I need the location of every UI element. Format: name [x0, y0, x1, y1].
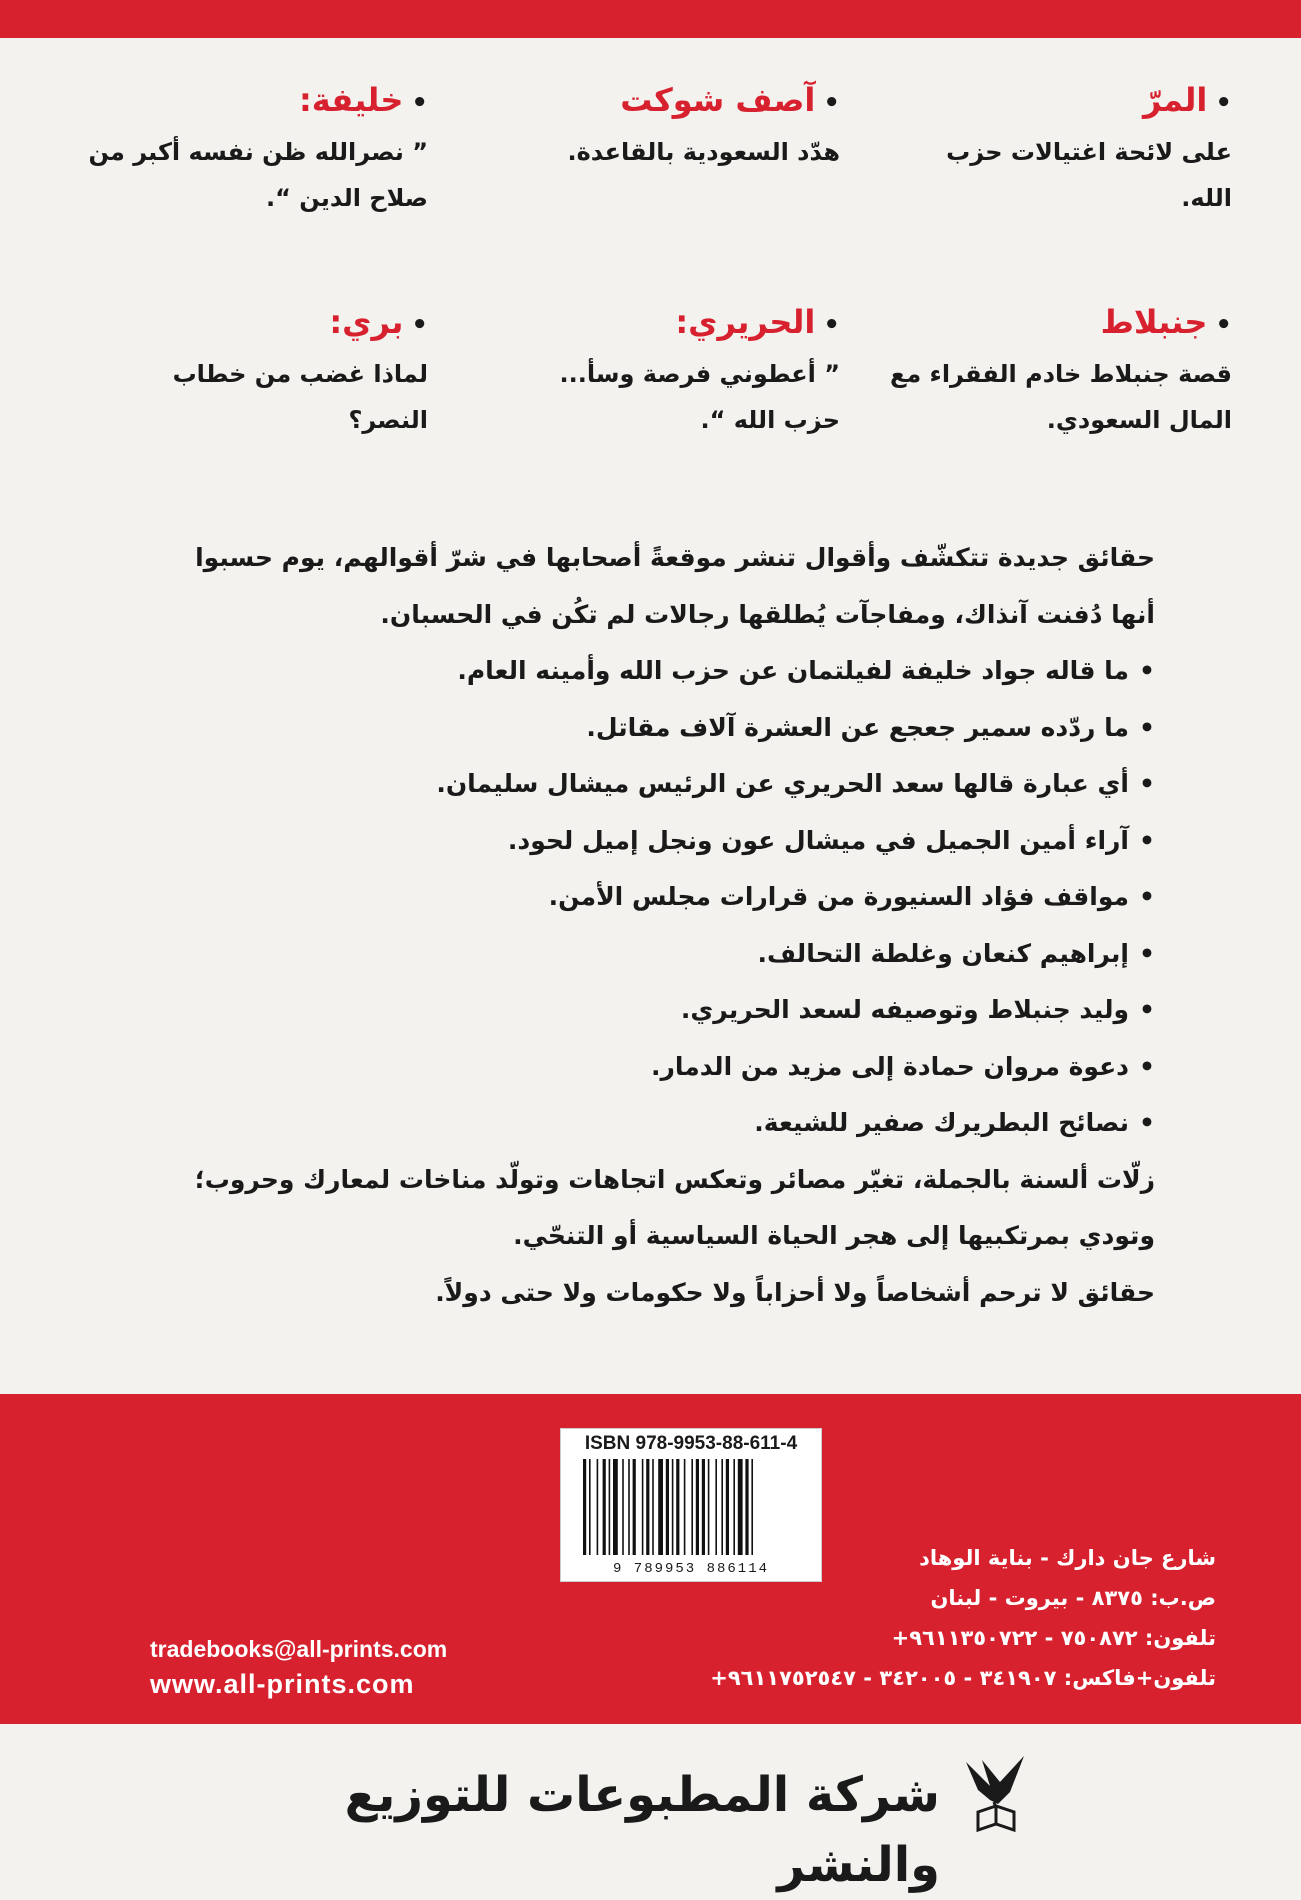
bullet-icon: •: [1139, 882, 1155, 911]
top-red-band: [0, 0, 1301, 38]
bullet-icon: •: [411, 310, 428, 340]
list-item: •آراء أمين الجميل في ميشال عون ونجل إميل لحود.: [507, 825, 1155, 855]
quote-title: •بري:: [329, 303, 428, 341]
bullet-icon: •: [823, 88, 840, 118]
publisher-contact: [150, 1632, 447, 1702]
address-fax: تلفون+فاكس: ٣٤١٩٠٧ - ٣٤٢٠٠٥ - ٩٦١١٧٥٢٥٤٧+: [710, 1666, 1216, 1690]
barcode-bar: [597, 1459, 599, 1555]
bullet-icon: •: [1139, 938, 1155, 968]
quote-block-murr: [900, 78, 1232, 221]
barcode-bar: [684, 1459, 686, 1555]
quote-title: •آصف شوكت: [620, 81, 840, 119]
list-item: •دعوة مروان حمادة إلى مزيد من الدمار.: [650, 1051, 1155, 1081]
outro-paragraph: زلّات ألسنة بالجملة، تغيّر مصائر وتعكس اتجاهات وتولّد مناخات لمعارك وحروب؛ وتودي بمرتكبيها إلى هجر الحياة السياسية أو التنحّي.: [194, 1164, 1155, 1250]
barcode-bar: [613, 1459, 618, 1555]
list-item: •مواقف فؤاد السنيورة من قرارات مجلس الأمن.: [548, 882, 1155, 911]
blurb-text: [150, 530, 1155, 1321]
quote-body: لماذا غضب من خطاب النصر؟: [172, 360, 428, 434]
quote-title: •خليفة:: [298, 81, 428, 119]
closing-line: حقائق لا ترحم أشخاصاً ولا أحزاباً ولا حكومات ولا حتى دولاً.: [435, 1277, 1155, 1307]
list-item: •ما قاله جواد خليفة لفيلتمان عن حزب الله وأمينه العام.: [457, 656, 1155, 685]
isbn-label: ISBN 978-9953-88-611-4: [584, 1433, 798, 1454]
quote-title: •الحريري:: [675, 303, 840, 341]
barcode-bar: [589, 1459, 591, 1555]
barcode-bar: [628, 1459, 630, 1555]
bullet-icon: •: [1215, 310, 1232, 340]
list-item: •أي عبارة قالها سعد الحريري عن الرئيس ميشال سليمان.: [436, 769, 1155, 798]
quote-body: قصة جنبلاط خادم الفقراء مع المال السعودي.: [889, 360, 1232, 434]
barcode-bar: [603, 1459, 606, 1555]
quote-title: •جنبلاط: [1100, 303, 1232, 341]
intro-paragraph: حقائق جديدة تتكشّف وأقوال تنشر موقعةً أصحابها في شرّ أقوالهم، يوم حسبوا أنها دُفنت آنذاك، ومفاجآت يُطلقها رجالات لم تكُن في الحسبان.: [195, 543, 1155, 629]
publisher-name: شركة المطبوعات للتوزيع والنشر: [344, 1767, 940, 1893]
quote-block-jumblatt: [880, 300, 1232, 443]
bullet-icon: •: [411, 88, 428, 118]
barcode-bar: [691, 1459, 693, 1555]
quote-block-hariri: [520, 300, 840, 443]
barcode-bar: [652, 1459, 654, 1555]
barcode-bar: [622, 1459, 624, 1555]
bullet-icon: •: [1139, 1108, 1155, 1137]
bullet-icon: •: [1139, 769, 1155, 798]
bullet-icon: •: [1139, 825, 1155, 855]
quote-block-asef-shawkat: [480, 78, 840, 175]
publisher-address: [696, 1538, 1216, 1698]
barcode-bar: [642, 1459, 644, 1555]
address-street: شارع جان دارك - بناية الوهاد: [919, 1546, 1216, 1570]
bullet-icon: •: [1139, 1051, 1155, 1081]
barcode-bar: [609, 1459, 611, 1555]
quote-body: ” نصرالله ظن نفسه أكبر من صلاح الدين “.: [88, 138, 428, 212]
revelations-list: [150, 643, 1155, 1152]
list-item: •نصائح البطريرك صفير للشيعة.: [754, 1108, 1155, 1137]
barcode-bar: [672, 1459, 674, 1555]
bullet-icon: •: [1139, 712, 1155, 742]
bullet-icon: •: [1215, 88, 1232, 118]
quote-body: هدّد السعودية بالقاعدة.: [567, 138, 840, 166]
quote-body: على لائحة اغتيالات حزب الله.: [946, 138, 1232, 212]
quote-block-berri: [136, 300, 428, 443]
address-pobox: ص.ب: ٨٣٧٥ - بيروت - لبنان: [930, 1586, 1216, 1610]
quote-body: ” أعطوني فرصة وسأ... حزب الله “.: [559, 360, 840, 434]
barcode-bar: [633, 1459, 636, 1555]
list-item: •ما ردّده سمير جعجع عن العشرة آلاف مقاتل.: [586, 712, 1155, 742]
barcode-bar: [583, 1459, 586, 1555]
bird-on-book-icon: [960, 1752, 1032, 1834]
website-link[interactable]: www.all-prints.com: [150, 1669, 415, 1699]
barcode-bar: [658, 1459, 663, 1555]
barcode-bar: [676, 1459, 679, 1555]
list-item: •وليد جنبلاط وتوصيفه لسعد الحريري.: [680, 995, 1155, 1024]
barcode-bar: [646, 1459, 649, 1555]
barcode-digits: 9 789953 886114: [612, 1561, 770, 1577]
quote-block-khalifa: [76, 78, 428, 221]
address-phone: تلفون: ٧٥٠٨٧٢ - ٩٦١١٣٥٠٧٢٢+: [891, 1626, 1216, 1650]
list-item: •إبراهيم كنعان وغلطة التحالف.: [757, 938, 1155, 968]
bullet-icon: •: [1139, 656, 1155, 685]
quote-title: •المرّ: [1143, 81, 1232, 119]
bullet-icon: •: [1139, 995, 1155, 1024]
email-link[interactable]: tradebooks@all-prints.com: [150, 1636, 448, 1662]
barcode-bar: [666, 1459, 669, 1555]
bullet-icon: •: [823, 310, 840, 340]
